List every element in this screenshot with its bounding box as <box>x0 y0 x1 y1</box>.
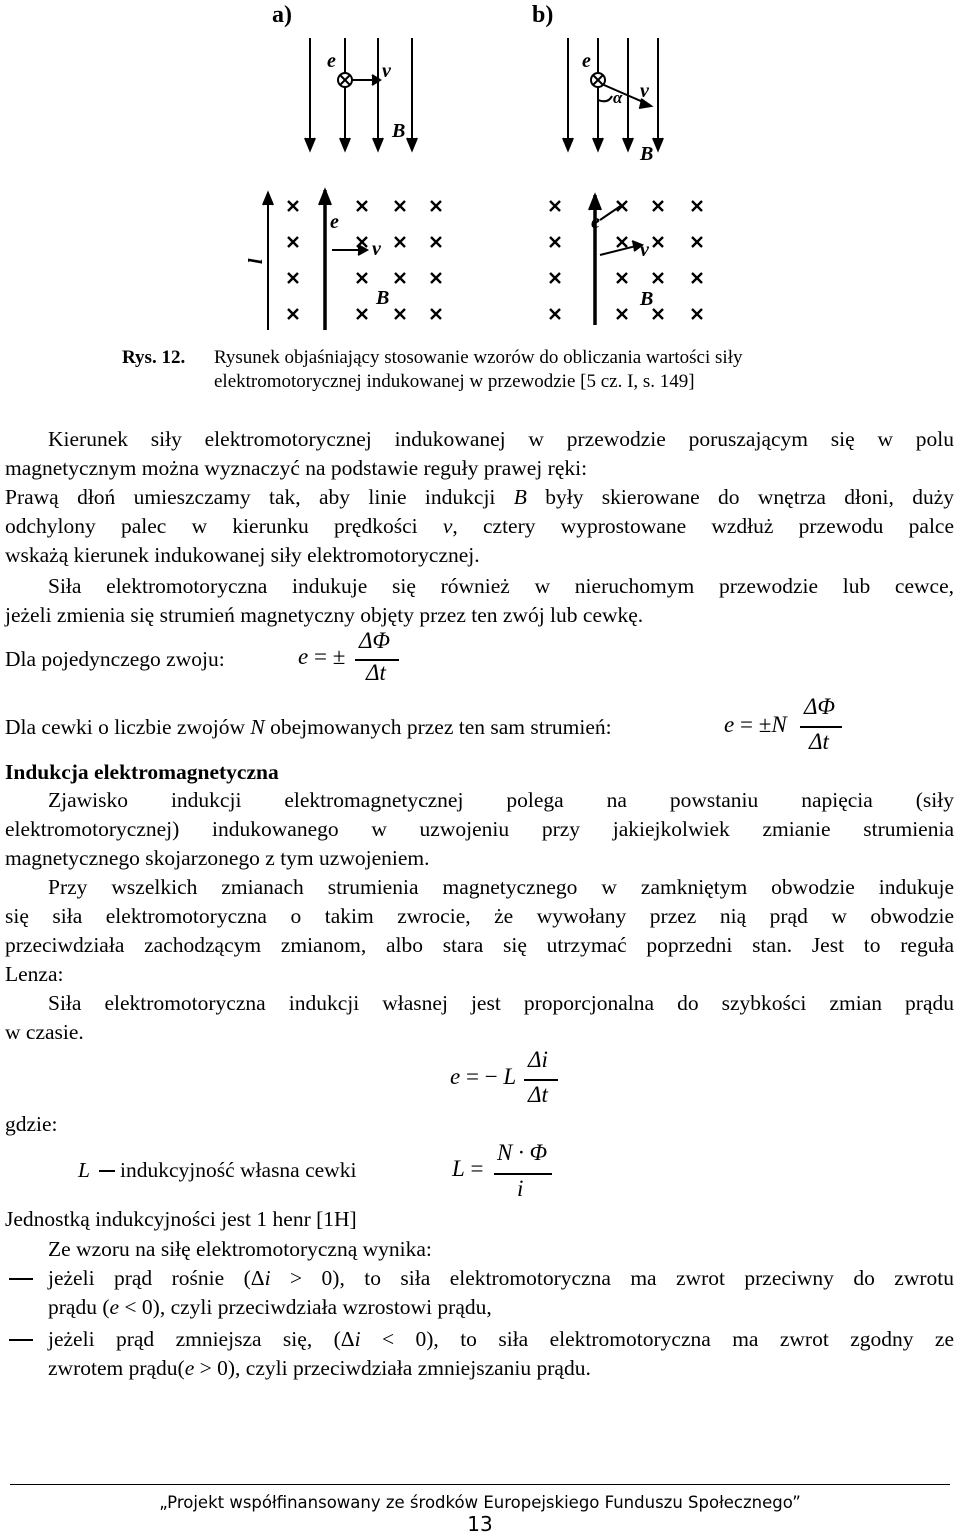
bullet-1-line-1: jeżeli prąd rośnie (Δi > 0), to siła elektromotoryczna ma zwrot przeciwny do zwrotu <box>48 1266 955 1290</box>
symbol-e-b: e <box>582 50 591 72</box>
para1-line-4: odchylony palec w kierunku prędkości v, cztery wyprostowane wzdłuż przewodu palce <box>5 514 955 538</box>
caption-line-1: Rysunek objaśniający stosowanie wzorów do obliczania wartości siły <box>214 347 743 368</box>
where-label: gdzie: <box>5 1112 58 1136</box>
induction-figure <box>230 30 730 340</box>
unit-line: Jednostką indukcyjności jest 1 henr [1H] <box>5 1207 357 1231</box>
eq3-denominator: Δt <box>528 1082 548 1107</box>
symbol-v-a2: v <box>372 238 381 260</box>
section-p1-line-2: elektromotorycznej) indukowanego w uzwojeniu przy jakiejkolwiek zmianie strumienia <box>5 817 954 841</box>
section-heading: Indukcja elektromagnetyczna <box>5 760 279 784</box>
eq1-numerator: ΔΦ <box>359 628 391 653</box>
symbol-v-a: v <box>382 60 391 82</box>
caption-prefix: Rys. 12. <box>122 347 186 368</box>
symbol-e-b2: e <box>591 211 600 233</box>
para2-line-2: jeżeli zmienia się strumień magnetyczny objęty przez ten zwój lub cewkę. <box>5 603 644 627</box>
conseq-intro: Ze wzoru na siłę elektromotoryczną wynika: <box>48 1237 432 1261</box>
where-numerator: N · Φ <box>497 1140 548 1165</box>
section-p2-line-3: przeciwdziała zachodzącym zmianom, albo stara się utrzymać poprzedni stan. Jest to reguła <box>5 933 954 957</box>
where-dash <box>99 1170 115 1172</box>
para1-line-3: Prawą dłoń umieszczamy tak, aby linie indukcji B były skierowane do wnętrza dłoni, duży <box>5 485 954 509</box>
para1-line-2: magnetycznym można wyznaczyć na podstawie reguły prawej ręki: <box>5 456 588 480</box>
eq3-lhs: e = − L <box>450 1064 517 1089</box>
page-number: 13 <box>467 1512 493 1536</box>
footer-text: „Projekt współfinansowany ze środków Europejskiego Funduszu Społecznego” <box>159 1493 801 1512</box>
bullet-2-line-2: zwrotem prądu(e > 0), czyli przeciwdziała zmniejszaniu prądu. <box>48 1356 591 1380</box>
caption-line-2: elektromotorycznej indukowanej w przewodzie [5 cz. I, s. 149] <box>214 371 695 392</box>
where-description: indukcyjność własna cewki <box>120 1158 357 1182</box>
bullet-1-line-2: prądu (e < 0), czyli przeciwdziała wzrostowi prądu, <box>48 1295 492 1319</box>
where-denominator: i <box>517 1176 524 1201</box>
eq2-numerator: ΔΦ <box>804 694 836 719</box>
figure-label-b: b) <box>532 2 554 28</box>
eq3-fraction-bar <box>524 1079 558 1081</box>
para2-line-1: Siła elektromotoryczna indukuje się również w nieruchomym przewodzie lub cewce, <box>48 574 954 598</box>
bullet-dash-2 <box>9 1339 33 1341</box>
section-p2-line-4: Lenza: <box>5 962 64 986</box>
section-p2-line-1: Przy wszelkich zmianach strumienia magnetycznego w zamkniętym obwodzie indukuje <box>48 875 954 899</box>
para1-line-5: wskażą kierunek indukowanej siły elektromotorycznej. <box>5 543 480 567</box>
eq1-lhs: e = ± <box>298 644 346 669</box>
section-p1-line-1: Zjawisko indukcji elektromagnetycznej polega na powstaniu napięcia (siły <box>48 788 954 812</box>
para1-line-1: Kierunek siły elektromotorycznej indukowanej w przewodzie poruszającym się w polu <box>48 427 954 451</box>
symbol-alpha: α <box>613 88 623 107</box>
eq2-lhs: e = ±N <box>724 712 787 737</box>
where-fraction-bar <box>494 1173 552 1175</box>
eq1-label: Dla pojedynczego zwoju: <box>5 647 225 671</box>
where-lhs: L = <box>452 1156 484 1181</box>
eq3-numerator: Δi <box>528 1047 548 1072</box>
bullet-dash-1 <box>9 1278 33 1280</box>
eq1-denominator: Δt <box>366 660 386 685</box>
symbol-B-b2: B <box>640 288 654 310</box>
symbol-l: l <box>245 258 267 264</box>
eq2-label: Dla cewki o liczbie zwojów N obejmowanych przez ten sam strumień: <box>5 715 612 739</box>
symbol-B-a2: B <box>376 287 390 309</box>
symbol-v-b2: v <box>640 239 649 261</box>
section-p3-line-2: w czasie. <box>5 1020 84 1044</box>
section-p3-line-1: Siła elektromotoryczna indukcji własnej jest proporcjonalna do szybkości zmian prądu <box>48 991 954 1015</box>
eq2-denominator: Δt <box>809 729 829 754</box>
bullet-2-line-1: jeżeli prąd zmniejsza się, (Δi < 0), to siła elektromotoryczna ma zwrot zgodny ze <box>48 1327 955 1351</box>
footer-rule <box>10 1484 950 1485</box>
section-p1-line-3: magnetycznego skojarzonego z tym uzwojeniem. <box>5 846 430 870</box>
symbol-B-b: B <box>640 143 654 165</box>
figure-label-a: a) <box>272 2 292 28</box>
symbol-e-a: e <box>327 50 336 72</box>
where-symbol-L: L <box>78 1158 90 1182</box>
eq2-fraction-bar <box>800 726 842 728</box>
symbol-e-a2: e <box>330 211 339 233</box>
symbol-B-a: B <box>392 120 406 142</box>
symbol-v-b: v <box>640 80 649 102</box>
section-p2-line-2: się siła elektromotoryczna o takim zwrocie, że wywołany przez nią prąd w obwodzie <box>5 904 954 928</box>
